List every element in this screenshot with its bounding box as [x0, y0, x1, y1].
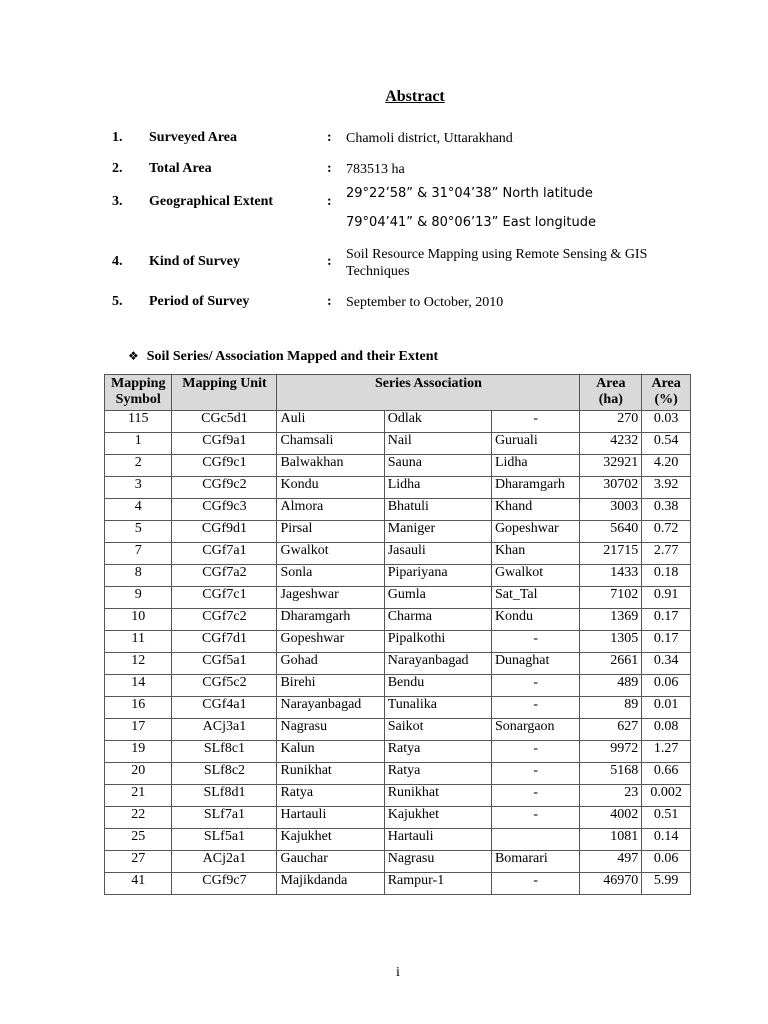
cell-area-pct: 0.06 — [642, 675, 691, 697]
cell-mapping-unit: CGf9c7 — [172, 873, 277, 895]
cell-series-3: Dunaghat — [491, 653, 579, 675]
series-association-table — [104, 374, 691, 895]
cell-series-2: Ratya — [384, 763, 491, 785]
cell-mapping-symbol: 2 — [105, 455, 172, 477]
cell-area-pct: 0.17 — [642, 609, 691, 631]
cell-area-pct: 1.27 — [642, 741, 691, 763]
table-row — [105, 543, 691, 565]
table-row — [105, 675, 691, 697]
table-row — [105, 499, 691, 521]
table-row — [105, 741, 691, 763]
cell-series-2: Saikot — [384, 719, 491, 741]
abstract-item-value: Soil Resource Mapping using Remote Sensing & GIS Techniques — [346, 247, 648, 279]
table-row — [105, 411, 691, 433]
cell-area-ha: 1369 — [580, 609, 642, 631]
cell-series-2: Tunalika — [384, 697, 491, 719]
cell-series-1: Chamsali — [277, 433, 384, 455]
cell-series-3: - — [491, 697, 579, 719]
abstract-item-number: 2. — [112, 161, 123, 176]
cell-series-1: Gwalkot — [277, 543, 384, 565]
table-row — [105, 565, 691, 587]
cell-series-1: Kajukhet — [277, 829, 384, 851]
cell-area-ha: 7102 — [580, 587, 642, 609]
header-mapping-symbol: Mapping Symbol — [105, 375, 172, 411]
cell-area-ha: 30702 — [580, 477, 642, 499]
abstract-item-label: Geographical Extent — [149, 194, 274, 209]
abstract-item-colon: : — [327, 194, 332, 209]
table-row — [105, 653, 691, 675]
table-row — [105, 851, 691, 873]
cell-area-ha: 1433 — [580, 565, 642, 587]
cell-series-1: Almora — [277, 499, 384, 521]
cell-mapping-symbol: 25 — [105, 829, 172, 851]
cell-mapping-unit: SLf7a1 — [172, 807, 277, 829]
cell-mapping-unit: CGf7c1 — [172, 587, 277, 609]
cell-series-3: - — [491, 807, 579, 829]
cell-area-pct: 0.72 — [642, 521, 691, 543]
abstract-item-label: Kind of Survey — [149, 254, 241, 269]
cell-series-2: Runikhat — [384, 785, 491, 807]
cell-mapping-unit: CGf7d1 — [172, 631, 277, 653]
cell-series-2: Pipariyana — [384, 565, 491, 587]
cell-mapping-unit: CGc5d1 — [172, 411, 277, 433]
cell-mapping-symbol: 4 — [105, 499, 172, 521]
cell-mapping-unit: SLf8c1 — [172, 741, 277, 763]
cell-mapping-symbol: 16 — [105, 697, 172, 719]
cell-area-pct: 0.14 — [642, 829, 691, 851]
page-number: i — [396, 965, 400, 980]
cell-series-3: Khan — [491, 543, 579, 565]
cell-series-1: Kondu — [277, 477, 384, 499]
cell-mapping-symbol: 8 — [105, 565, 172, 587]
cell-area-ha: 5640 — [580, 521, 642, 543]
table-body — [105, 411, 691, 895]
cell-mapping-symbol: 27 — [105, 851, 172, 873]
cell-area-pct: 5.99 — [642, 873, 691, 895]
cell-series-1: Gopeshwar — [277, 631, 384, 653]
abstract-item-label: Total Area — [149, 161, 212, 176]
cell-mapping-unit: SLf8d1 — [172, 785, 277, 807]
cell-area-pct: 2.77 — [642, 543, 691, 565]
cell-series-1: Gohad — [277, 653, 384, 675]
cell-series-1: Kalun — [277, 741, 384, 763]
cell-series-2: Lidha — [384, 477, 491, 499]
table-row — [105, 873, 691, 895]
cell-series-2: Narayanbagad — [384, 653, 491, 675]
cell-series-1: Pirsal — [277, 521, 384, 543]
cell-mapping-unit: ACj3a1 — [172, 719, 277, 741]
cell-series-1: Ratya — [277, 785, 384, 807]
cell-mapping-symbol: 21 — [105, 785, 172, 807]
abstract-item-colon: : — [327, 130, 332, 145]
cell-mapping-symbol: 3 — [105, 477, 172, 499]
abstract-item-value-longitude: 79°04’41” & 80°06’13” East longitude — [346, 215, 596, 230]
cell-series-3: - — [491, 873, 579, 895]
cell-series-2: Nagrasu — [384, 851, 491, 873]
cell-series-3: - — [491, 785, 579, 807]
cell-series-1: Gauchar — [277, 851, 384, 873]
abstract-item-label: Surveyed Area — [149, 130, 238, 145]
cell-mapping-unit: SLf8c2 — [172, 763, 277, 785]
page-title: Abstract — [385, 88, 445, 105]
cell-mapping-symbol: 7 — [105, 543, 172, 565]
cell-series-2: Pipalkothi — [384, 631, 491, 653]
cell-mapping-symbol: 20 — [105, 763, 172, 785]
cell-mapping-unit: CGf7a2 — [172, 565, 277, 587]
cell-area-pct: 0.91 — [642, 587, 691, 609]
cell-area-ha: 23 — [580, 785, 642, 807]
cell-series-3: - — [491, 741, 579, 763]
cell-series-2: Hartauli — [384, 829, 491, 851]
cell-area-ha: 627 — [580, 719, 642, 741]
bullet-diamond-icon: ❖ — [128, 349, 139, 363]
abstract-item-value: Chamoli district, Uttarakhand — [346, 131, 513, 146]
table-row — [105, 807, 691, 829]
cell-series-1: Birehi — [277, 675, 384, 697]
table-row — [105, 631, 691, 653]
cell-series-3: Bomarari — [491, 851, 579, 873]
cell-mapping-unit: CGf9c2 — [172, 477, 277, 499]
abstract-item-colon: : — [327, 161, 332, 176]
cell-series-1: Nagrasu — [277, 719, 384, 741]
abstract-item-colon: : — [327, 254, 332, 269]
cell-series-1: Runikhat — [277, 763, 384, 785]
cell-series-2: Nail — [384, 433, 491, 455]
cell-area-pct: 0.03 — [642, 411, 691, 433]
abstract-item-label: Period of Survey — [149, 294, 250, 309]
cell-mapping-symbol: 19 — [105, 741, 172, 763]
cell-mapping-unit: CGf5c2 — [172, 675, 277, 697]
cell-area-ha: 32921 — [580, 455, 642, 477]
cell-series-2: Kajukhet — [384, 807, 491, 829]
cell-mapping-unit: CGf7a1 — [172, 543, 277, 565]
cell-mapping-symbol: 115 — [105, 411, 172, 433]
cell-area-ha: 89 — [580, 697, 642, 719]
table-row — [105, 785, 691, 807]
header-area-ha: Area (ha) — [580, 375, 642, 411]
cell-mapping-symbol: 41 — [105, 873, 172, 895]
cell-series-1: Auli — [277, 411, 384, 433]
table-row — [105, 697, 691, 719]
cell-area-pct: 0.51 — [642, 807, 691, 829]
cell-area-ha: 497 — [580, 851, 642, 873]
cell-mapping-symbol: 11 — [105, 631, 172, 653]
cell-area-pct: 0.38 — [642, 499, 691, 521]
table-row — [105, 521, 691, 543]
section-heading — [128, 349, 438, 365]
cell-area-ha: 4232 — [580, 433, 642, 455]
cell-series-3: Khand — [491, 499, 579, 521]
cell-mapping-symbol: 17 — [105, 719, 172, 741]
cell-series-3: Dharamgarh — [491, 477, 579, 499]
cell-series-3: - — [491, 411, 579, 433]
cell-mapping-unit: CGf5a1 — [172, 653, 277, 675]
cell-series-2: Bhatuli — [384, 499, 491, 521]
cell-area-pct: 0.18 — [642, 565, 691, 587]
header-mapping-unit: Mapping Unit — [172, 375, 277, 411]
table-row — [105, 477, 691, 499]
abstract-item-value: 783513 ha — [346, 162, 405, 177]
abstract-item-number: 1. — [112, 130, 123, 145]
abstract-item-value-latitude: 29°22’58” & 31°04’38” North latitude — [346, 186, 593, 201]
cell-area-ha: 21715 — [580, 543, 642, 565]
cell-series-3: Gwalkot — [491, 565, 579, 587]
cell-mapping-unit: ACj2a1 — [172, 851, 277, 873]
cell-area-pct: 0.08 — [642, 719, 691, 741]
cell-series-2: Bendu — [384, 675, 491, 697]
cell-mapping-unit: SLf5a1 — [172, 829, 277, 851]
cell-area-ha: 489 — [580, 675, 642, 697]
cell-series-3 — [491, 829, 579, 851]
cell-series-3: - — [491, 631, 579, 653]
cell-series-1: Dharamgarh — [277, 609, 384, 631]
cell-mapping-unit: CGf9d1 — [172, 521, 277, 543]
cell-mapping-unit: CGf9c1 — [172, 455, 277, 477]
cell-series-3: Lidha — [491, 455, 579, 477]
cell-area-ha: 1305 — [580, 631, 642, 653]
cell-series-2: Jasauli — [384, 543, 491, 565]
cell-area-ha: 5168 — [580, 763, 642, 785]
abstract-item-number: 4. — [112, 254, 123, 269]
cell-mapping-symbol: 5 — [105, 521, 172, 543]
cell-mapping-symbol: 9 — [105, 587, 172, 609]
cell-series-2: Ratya — [384, 741, 491, 763]
cell-series-2: Charma — [384, 609, 491, 631]
cell-area-pct: 0.54 — [642, 433, 691, 455]
cell-area-ha: 2661 — [580, 653, 642, 675]
cell-mapping-unit: CGf9c3 — [172, 499, 277, 521]
abstract-item-colon: : — [327, 294, 332, 309]
cell-mapping-unit: CGf7c2 — [172, 609, 277, 631]
cell-area-ha: 9972 — [580, 741, 642, 763]
cell-area-ha: 3003 — [580, 499, 642, 521]
cell-series-3: Guruali — [491, 433, 579, 455]
cell-area-ha: 4002 — [580, 807, 642, 829]
cell-area-ha: 46970 — [580, 873, 642, 895]
cell-series-2: Rampur-1 — [384, 873, 491, 895]
cell-area-pct: 0.34 — [642, 653, 691, 675]
table-row — [105, 587, 691, 609]
cell-area-pct: 0.01 — [642, 697, 691, 719]
cell-series-1: Hartauli — [277, 807, 384, 829]
cell-series-3: Sat_Tal — [491, 587, 579, 609]
cell-series-1: Narayanbagad — [277, 697, 384, 719]
table-row — [105, 433, 691, 455]
cell-series-2: Odlak — [384, 411, 491, 433]
cell-series-3: - — [491, 675, 579, 697]
cell-mapping-symbol: 12 — [105, 653, 172, 675]
abstract-item-value: September to October, 2010 — [346, 295, 504, 310]
cell-series-1: Sonla — [277, 565, 384, 587]
header-series-association: Series Association — [277, 375, 580, 411]
table-row — [105, 455, 691, 477]
cell-area-pct: 0.66 — [642, 763, 691, 785]
cell-area-pct: 4.20 — [642, 455, 691, 477]
table-row — [105, 609, 691, 631]
cell-mapping-unit: CGf9a1 — [172, 433, 277, 455]
cell-series-2: Gumla — [384, 587, 491, 609]
cell-area-pct: 3.92 — [642, 477, 691, 499]
cell-series-3: Sonargaon — [491, 719, 579, 741]
cell-area-pct: 0.002 — [642, 785, 691, 807]
section-heading-text: Soil Series/ Association Mapped and their Extent — [146, 349, 439, 364]
table-row — [105, 719, 691, 741]
cell-mapping-unit: CGf4a1 — [172, 697, 277, 719]
table-header-row — [105, 375, 691, 411]
cell-mapping-symbol: 14 — [105, 675, 172, 697]
cell-series-1: Majikdanda — [277, 873, 384, 895]
cell-mapping-symbol: 10 — [105, 609, 172, 631]
cell-mapping-symbol: 1 — [105, 433, 172, 455]
cell-area-pct: 0.17 — [642, 631, 691, 653]
cell-area-ha: 1081 — [580, 829, 642, 851]
cell-series-2: Sauna — [384, 455, 491, 477]
header-area-pct: Area (%) — [642, 375, 691, 411]
cell-series-1: Jageshwar — [277, 587, 384, 609]
abstract-item-number: 3. — [112, 194, 123, 209]
cell-series-2: Maniger — [384, 521, 491, 543]
cell-series-3: - — [491, 763, 579, 785]
table-row — [105, 763, 691, 785]
abstract-item-number: 5. — [112, 294, 123, 309]
cell-mapping-symbol: 22 — [105, 807, 172, 829]
table-row — [105, 829, 691, 851]
cell-area-pct: 0.06 — [642, 851, 691, 873]
cell-series-3: Gopeshwar — [491, 521, 579, 543]
cell-area-ha: 270 — [580, 411, 642, 433]
cell-series-3: Kondu — [491, 609, 579, 631]
cell-series-1: Balwakhan — [277, 455, 384, 477]
